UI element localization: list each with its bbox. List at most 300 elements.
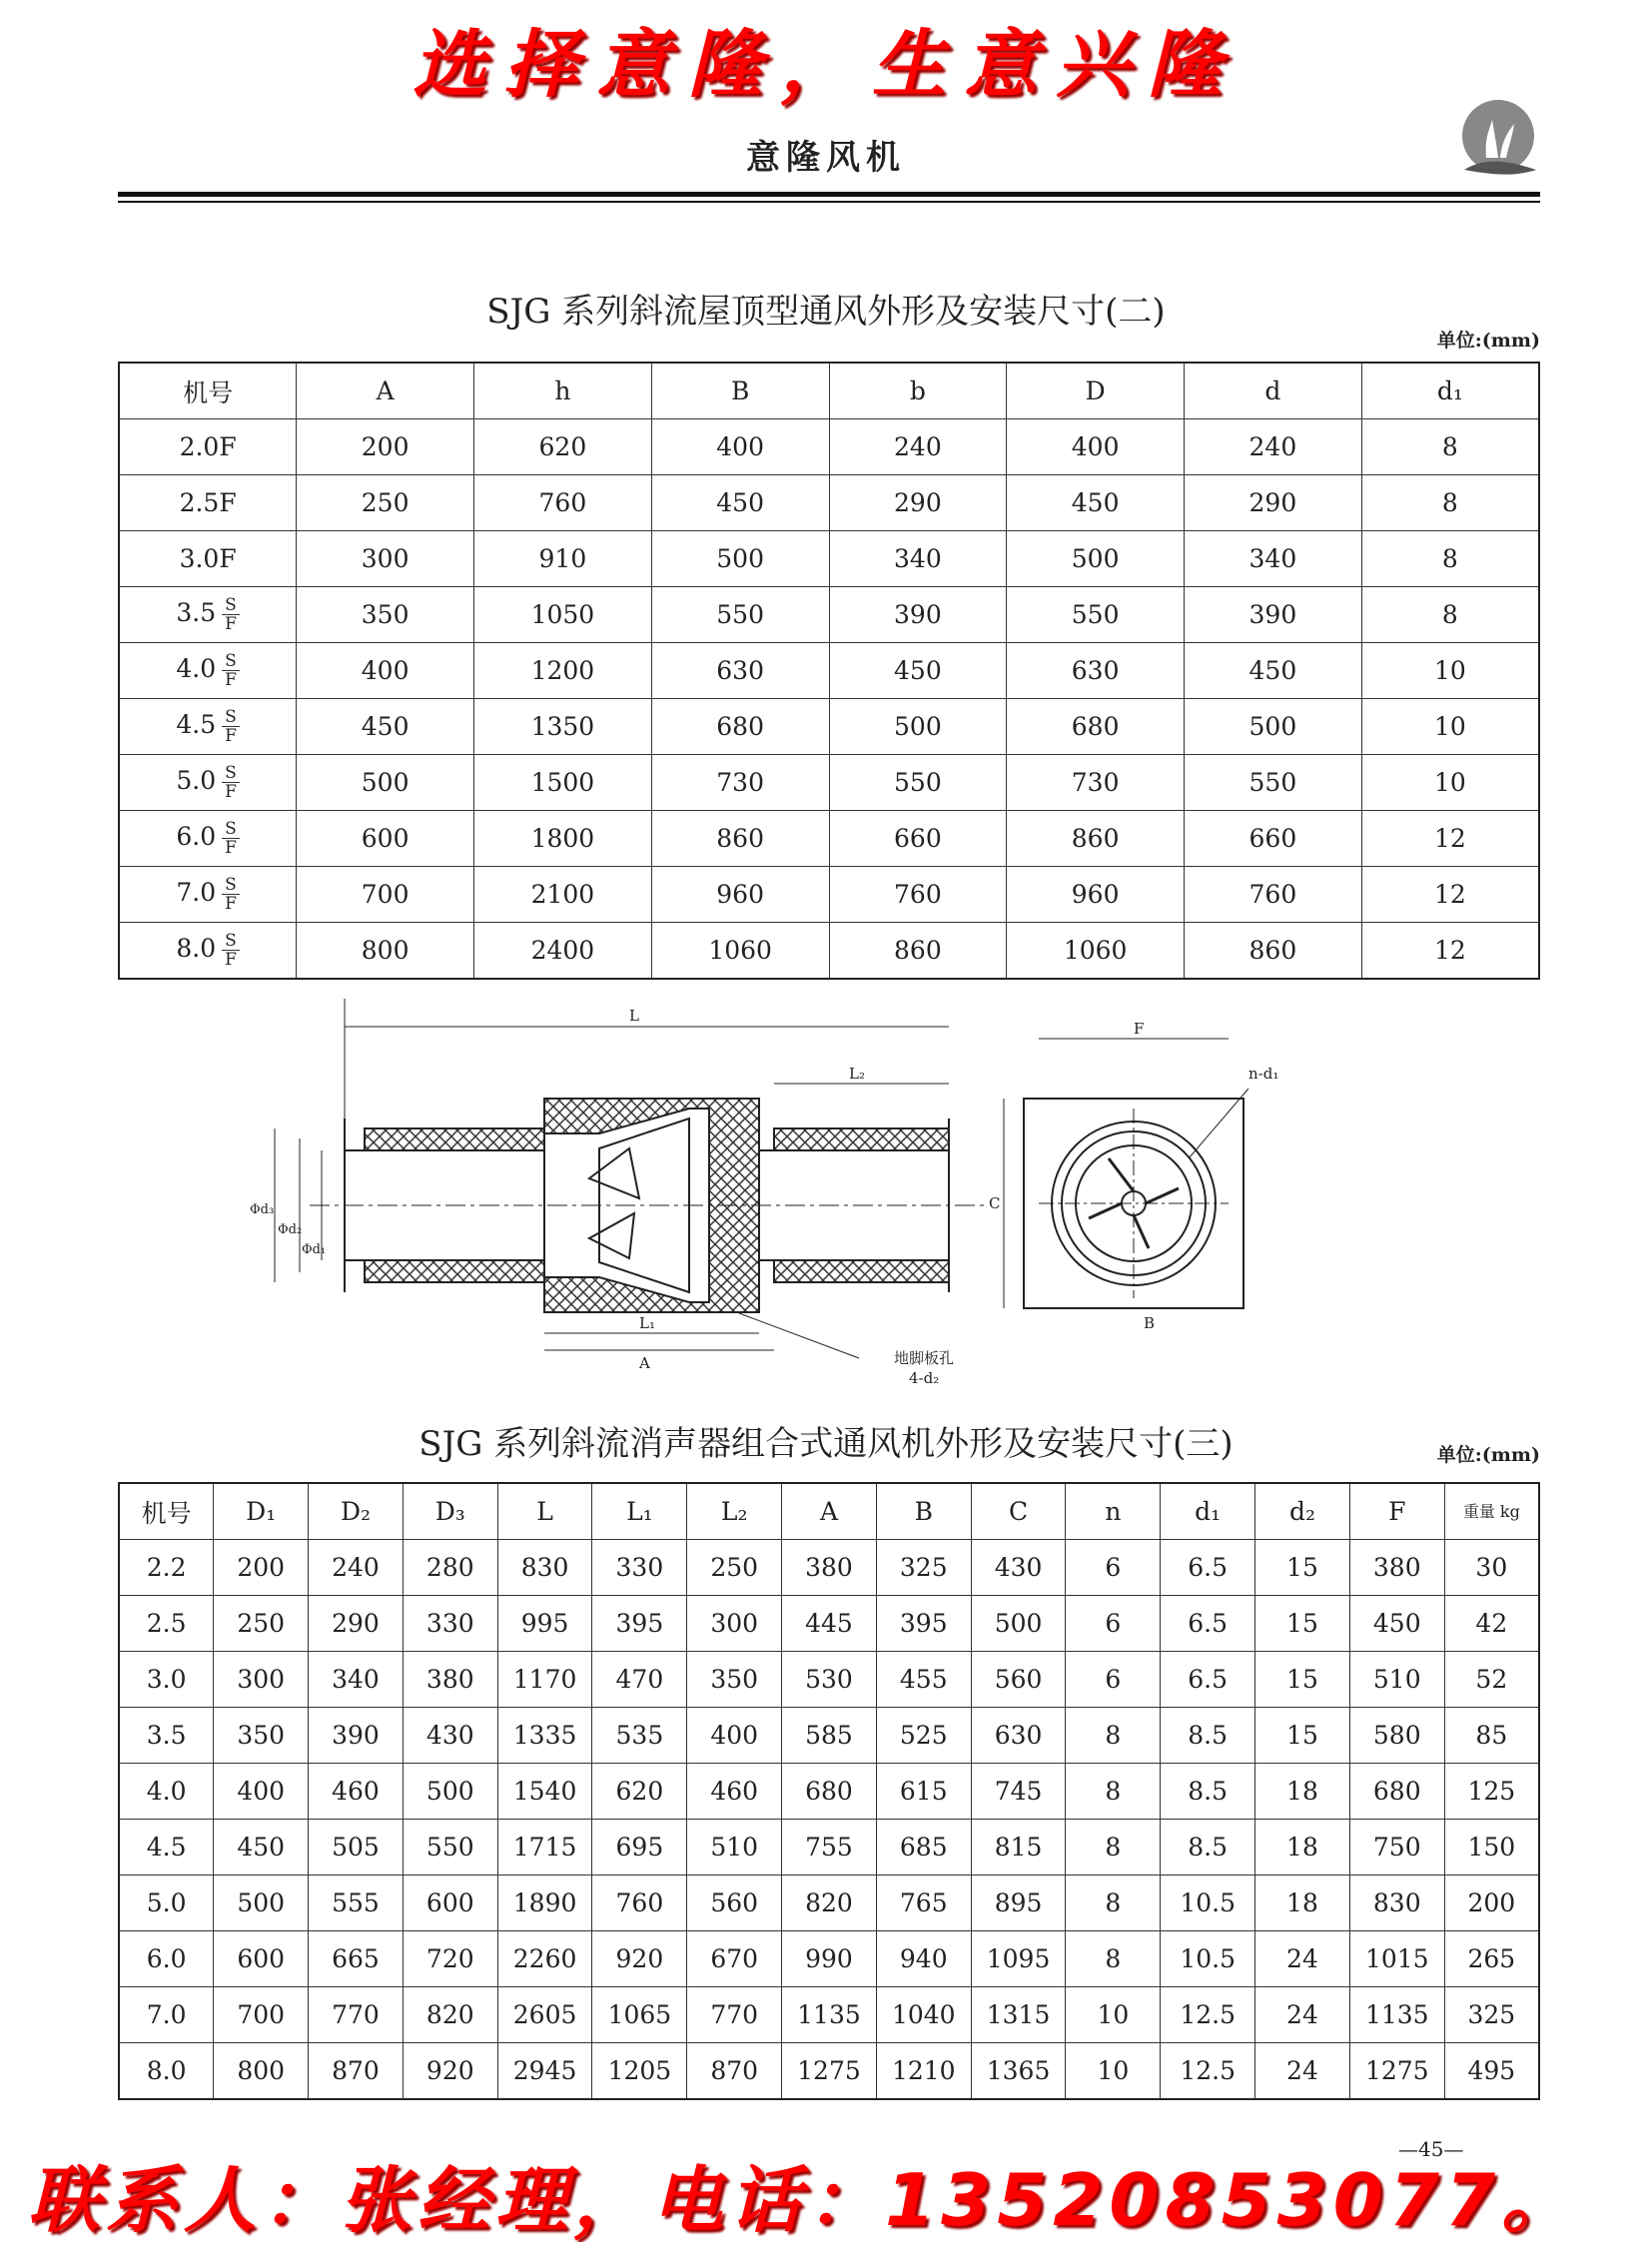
table-cell: 995: [497, 1596, 592, 1652]
table-cell: 390: [309, 1708, 404, 1764]
table-cell: 12: [1361, 867, 1539, 923]
variant-bottom: F: [225, 670, 237, 690]
table-cell: 250: [297, 475, 474, 531]
table-cell: 2400: [474, 923, 652, 980]
header-rule-thin: [118, 201, 1540, 203]
variant-top: S: [222, 596, 240, 615]
table-row: [119, 1764, 1539, 1820]
table-cell: 990: [782, 1931, 877, 1987]
model-cell: [119, 755, 297, 811]
table-cell: 10: [1066, 2043, 1161, 2100]
table-cell: 125: [1444, 1764, 1539, 1820]
table-cell: 510: [687, 1820, 782, 1875]
model-variant-fraction: [222, 596, 240, 633]
table-cell: 670: [687, 1931, 782, 1987]
table-cell: 52: [1444, 1652, 1539, 1708]
table-cell: 42: [1444, 1596, 1539, 1652]
table-cell: 380: [1349, 1540, 1444, 1596]
table-cell: 6.5: [1161, 1540, 1255, 1596]
table-row: [119, 1931, 1539, 1987]
table-cell: 200: [1444, 1875, 1539, 1931]
variant-bottom: F: [225, 894, 237, 914]
table-cell: 500: [1007, 531, 1185, 587]
table-row: [119, 1652, 1539, 1708]
column-header: d₂: [1255, 1483, 1350, 1540]
column-header: L₁: [592, 1483, 687, 1540]
table1-title: SJG 系列斜流屋顶型通风外形及安装尺寸(二): [486, 292, 1166, 332]
table-cell: 12.5: [1161, 1987, 1255, 2043]
table-cell: 510: [1349, 1652, 1444, 1708]
bolt-hole-label: n-d₁: [1248, 1065, 1279, 1083]
model-number: 8.0: [176, 934, 217, 963]
dim-label-C: C: [989, 1194, 1001, 1212]
model-cell: [119, 867, 297, 923]
table-cell: 430: [971, 1540, 1066, 1596]
table-cell: 745: [971, 1764, 1066, 1820]
table-cell: 4.0: [119, 1764, 214, 1820]
table-cell: 500: [651, 531, 829, 587]
table-cell: 1715: [497, 1820, 592, 1875]
table-cell: 3.5: [119, 1708, 214, 1764]
table-cell: 585: [782, 1708, 877, 1764]
table-cell: 660: [1185, 811, 1362, 867]
table-cell: 960: [651, 867, 829, 923]
column-header: 机号: [119, 1483, 214, 1540]
model-number: 7.0: [176, 878, 217, 907]
dim-label-d1: Φd₁: [302, 1242, 327, 1257]
variant-top: S: [222, 708, 240, 727]
table-cell: 240: [1185, 419, 1362, 475]
table-cell: 380: [403, 1652, 497, 1708]
table-cell: 8.5: [1161, 1708, 1255, 1764]
model-number: 3.0F: [179, 544, 237, 573]
table-row: [119, 755, 1539, 811]
table-cell: 2260: [497, 1931, 592, 1987]
table-cell: 535: [592, 1708, 687, 1764]
table-cell: 2.2: [119, 1540, 214, 1596]
table-row: [119, 587, 1539, 643]
model-number: 4.5: [176, 710, 217, 739]
table-cell: 600: [214, 1931, 309, 1987]
table-cell: 450: [214, 1820, 309, 1875]
company-logo-icon: [1456, 98, 1540, 182]
table-cell: 300: [214, 1652, 309, 1708]
column-header: d: [1185, 363, 1362, 419]
table-cell: 1205: [592, 2043, 687, 2100]
table-cell: 1275: [1349, 2043, 1444, 2100]
table-cell: 10: [1361, 755, 1539, 811]
model-number: 4.0: [176, 654, 217, 683]
table-cell: 560: [687, 1875, 782, 1931]
page-number: —45—: [1398, 2137, 1464, 2161]
model-variant-fraction: [222, 876, 240, 913]
table-cell: 860: [651, 811, 829, 867]
table-cell: 1275: [782, 2043, 877, 2100]
column-header: D₁: [214, 1483, 309, 1540]
table-cell: 200: [214, 1540, 309, 1596]
table-cell: 18: [1255, 1820, 1350, 1875]
table-cell: 400: [651, 419, 829, 475]
column-header: L: [497, 1483, 592, 1540]
table-row: [119, 531, 1539, 587]
table-cell: 830: [1349, 1875, 1444, 1931]
table-cell: 265: [1444, 1931, 1539, 1987]
model-cell: [119, 811, 297, 867]
table-cell: 6: [1066, 1540, 1161, 1596]
dim-label-L2: L₂: [849, 1065, 865, 1083]
model-cell: [119, 419, 297, 475]
variant-bottom: F: [225, 726, 237, 746]
table-cell: 1135: [1349, 1987, 1444, 2043]
table-cell: 1890: [497, 1875, 592, 1931]
table-cell: 4.5: [119, 1820, 214, 1875]
table-cell: 700: [214, 1987, 309, 2043]
table-cell: 400: [297, 643, 474, 699]
table-cell: 495: [1444, 2043, 1539, 2100]
table-cell: 15: [1255, 1596, 1350, 1652]
model-variant-fraction: [222, 708, 240, 745]
model-variant-fraction: [222, 820, 240, 857]
table-cell: 2.5: [119, 1596, 214, 1652]
table-cell: 920: [403, 2043, 497, 2100]
table-cell: 325: [876, 1540, 971, 1596]
table-cell: 250: [214, 1596, 309, 1652]
table-cell: 24: [1255, 2043, 1350, 2100]
table-cell: 630: [971, 1708, 1066, 1764]
hole-label: 地脚板孔: [894, 1349, 955, 1367]
table-cell: 390: [1185, 587, 1362, 643]
table-cell: 1335: [497, 1708, 592, 1764]
dim-label-L1: L₁: [639, 1314, 655, 1332]
table-cell: 620: [474, 419, 652, 475]
table-cell: 500: [829, 699, 1007, 755]
table-cell: 6.5: [1161, 1596, 1255, 1652]
table-cell: 450: [1349, 1596, 1444, 1652]
table-cell: 680: [782, 1764, 877, 1820]
model-variant-fraction: [222, 932, 240, 969]
table-cell: 1540: [497, 1764, 592, 1820]
table-row: [119, 1708, 1539, 1764]
model-number: 2.0F: [179, 432, 237, 461]
table-cell: 500: [297, 755, 474, 811]
table-cell: 300: [687, 1596, 782, 1652]
roof-fan-dimension-table: [118, 362, 1540, 980]
table-cell: 400: [214, 1764, 309, 1820]
table-row: [119, 1596, 1539, 1652]
table-cell: 580: [1349, 1708, 1444, 1764]
table-cell: 870: [309, 2043, 404, 2100]
dim-label-L: L: [629, 1007, 639, 1025]
table-cell: 8: [1066, 1820, 1161, 1875]
table-cell: 1095: [971, 1931, 1066, 1987]
table-cell: 450: [297, 699, 474, 755]
table-cell: 770: [687, 1987, 782, 2043]
table-cell: 395: [592, 1596, 687, 1652]
table-row: [119, 1875, 1539, 1931]
table-cell: 630: [1007, 643, 1185, 699]
model-number: 6.0: [176, 822, 217, 851]
table-cell: 340: [829, 531, 1007, 587]
table-cell: 430: [403, 1708, 497, 1764]
table-cell: 550: [651, 587, 829, 643]
table-cell: 500: [971, 1596, 1066, 1652]
column-header: B: [876, 1483, 971, 1540]
column-header: A: [782, 1483, 877, 1540]
variant-top: S: [222, 652, 240, 671]
table-cell: 10.5: [1161, 1931, 1255, 1987]
table-cell: 280: [403, 1540, 497, 1596]
model-number: 5.0: [176, 766, 217, 795]
table-cell: 685: [876, 1820, 971, 1875]
column-header: C: [971, 1483, 1066, 1540]
table-cell: 450: [651, 475, 829, 531]
table-cell: 460: [309, 1764, 404, 1820]
table-cell: 830: [497, 1540, 592, 1596]
table-row: [119, 643, 1539, 699]
fan-silencer-diagram: [230, 999, 1378, 1398]
table-cell: 720: [403, 1931, 497, 1987]
table-cell: 820: [403, 1987, 497, 2043]
header-rule: [118, 192, 1540, 197]
table-cell: 8: [1361, 475, 1539, 531]
table-cell: 750: [1349, 1820, 1444, 1875]
model-number: 2.5F: [179, 488, 237, 517]
column-header: 机号: [119, 363, 297, 419]
variant-top: S: [222, 764, 240, 783]
table-cell: 1050: [474, 587, 652, 643]
variant-bottom: F: [225, 838, 237, 858]
table-cell: 10: [1361, 699, 1539, 755]
table-cell: 445: [782, 1596, 877, 1652]
table-cell: 200: [297, 419, 474, 475]
table-cell: 290: [309, 1596, 404, 1652]
table-cell: 8.5: [1161, 1764, 1255, 1820]
table-cell: 680: [651, 699, 829, 755]
table-cell: 3.0: [119, 1652, 214, 1708]
table-cell: 10: [1066, 1987, 1161, 2043]
table-cell: 5.0: [119, 1875, 214, 1931]
table-row: [119, 923, 1539, 980]
silencer-fan-dimension-table: [118, 1482, 1540, 2100]
table-cell: 550: [829, 755, 1007, 811]
table-row: [119, 1820, 1539, 1875]
table-cell: 1365: [971, 2043, 1066, 2100]
table-cell: 730: [651, 755, 829, 811]
variant-bottom: F: [225, 782, 237, 802]
table-cell: 600: [297, 811, 474, 867]
table-cell: 290: [829, 475, 1007, 531]
hole-count-label: 4-d₂: [909, 1369, 940, 1387]
table-cell: 455: [876, 1652, 971, 1708]
table-cell: 660: [829, 811, 1007, 867]
table-cell: 8: [1361, 419, 1539, 475]
table-cell: 1060: [1007, 923, 1185, 980]
variant-top: S: [222, 876, 240, 895]
table-cell: 765: [876, 1875, 971, 1931]
table-row: [119, 1987, 1539, 2043]
model-number: 3.5: [176, 598, 217, 627]
table-cell: 860: [1185, 923, 1362, 980]
table-cell: 615: [876, 1764, 971, 1820]
table-cell: 6.5: [1161, 1652, 1255, 1708]
column-header: n: [1066, 1483, 1161, 1540]
column-header: h: [474, 363, 652, 419]
table-cell: 550: [403, 1820, 497, 1875]
table-cell: 760: [829, 867, 1007, 923]
table-cell: 8: [1066, 1708, 1161, 1764]
table-cell: 470: [592, 1652, 687, 1708]
table-cell: 250: [687, 1540, 782, 1596]
table-cell: 8.0: [119, 2043, 214, 2100]
table-cell: 700: [297, 867, 474, 923]
table-cell: 1350: [474, 699, 652, 755]
table-cell: 870: [687, 2043, 782, 2100]
variant-top: S: [222, 932, 240, 951]
table-cell: 1040: [876, 1987, 971, 2043]
table-cell: 450: [1185, 643, 1362, 699]
brand-title: 意隆风机: [746, 138, 906, 178]
table-cell: 10: [1361, 643, 1539, 699]
column-header: F: [1349, 1483, 1444, 1540]
column-header: A: [297, 363, 474, 419]
table-cell: 620: [592, 1764, 687, 1820]
table-cell: 6: [1066, 1596, 1161, 1652]
table-cell: 920: [592, 1931, 687, 1987]
table-cell: 815: [971, 1820, 1066, 1875]
table-cell: 695: [592, 1820, 687, 1875]
table-cell: 940: [876, 1931, 971, 1987]
table-cell: 530: [782, 1652, 877, 1708]
table-cell: 1800: [474, 811, 652, 867]
model-cell: [119, 587, 297, 643]
table-cell: 1015: [1349, 1931, 1444, 1987]
table-cell: 665: [309, 1931, 404, 1987]
table-cell: 290: [1185, 475, 1362, 531]
table-cell: 505: [309, 1820, 404, 1875]
table-row: [119, 475, 1539, 531]
table-cell: 820: [782, 1875, 877, 1931]
model-cell: [119, 531, 297, 587]
table-row: [119, 699, 1539, 755]
table-cell: 240: [309, 1540, 404, 1596]
column-header: D₂: [309, 1483, 404, 1540]
table-cell: 380: [782, 1540, 877, 1596]
table-cell: 760: [592, 1875, 687, 1931]
model-cell: [119, 475, 297, 531]
dim-label-d3: Φd₃: [250, 1202, 275, 1217]
table-cell: 6: [1066, 1652, 1161, 1708]
model-variant-fraction: [222, 764, 240, 801]
table-cell: 6.0: [119, 1931, 214, 1987]
table-cell: 1500: [474, 755, 652, 811]
table-cell: 460: [687, 1764, 782, 1820]
table-cell: 8: [1066, 1931, 1161, 1987]
variant-top: S: [222, 820, 240, 839]
column-header: b: [829, 363, 1007, 419]
table-cell: 24: [1255, 1987, 1350, 2043]
table-cell: 12.5: [1161, 2043, 1255, 2100]
table-cell: 1315: [971, 1987, 1066, 2043]
table-cell: 2945: [497, 2043, 592, 2100]
column-header: d₁: [1161, 1483, 1255, 1540]
table-cell: 8.5: [1161, 1820, 1255, 1875]
table-row: [119, 1540, 1539, 1596]
table-cell: 860: [829, 923, 1007, 980]
table-cell: 7.0: [119, 1987, 214, 2043]
table-cell: 330: [592, 1540, 687, 1596]
table-cell: 895: [971, 1875, 1066, 1931]
model-cell: [119, 699, 297, 755]
table-cell: 500: [403, 1764, 497, 1820]
table-cell: 330: [403, 1596, 497, 1652]
table-cell: 450: [1007, 475, 1185, 531]
table-row: [119, 419, 1539, 475]
column-header: D: [1007, 363, 1185, 419]
table-cell: 400: [1007, 419, 1185, 475]
table-cell: 10.5: [1161, 1875, 1255, 1931]
table-cell: 550: [1007, 587, 1185, 643]
table-cell: 350: [214, 1708, 309, 1764]
variant-bottom: F: [225, 950, 237, 970]
table-cell: 8: [1361, 587, 1539, 643]
table2-unit: 单位:(mm): [1436, 1444, 1540, 1466]
dim-label-d2: Φd₂: [278, 1222, 303, 1237]
column-header: L₂: [687, 1483, 782, 1540]
table-cell: 300: [297, 531, 474, 587]
table-cell: 18: [1255, 1875, 1350, 1931]
table-cell: 18: [1255, 1764, 1350, 1820]
table-cell: 730: [1007, 755, 1185, 811]
table-cell: 770: [309, 1987, 404, 2043]
slogan-banner: 选择意隆，生意兴隆: [413, 22, 1239, 108]
table-row: [119, 811, 1539, 867]
table-cell: 1210: [876, 2043, 971, 2100]
table-cell: 340: [309, 1652, 404, 1708]
table-cell: 390: [829, 587, 1007, 643]
table-cell: 340: [1185, 531, 1362, 587]
table-cell: 1200: [474, 643, 652, 699]
table-cell: 325: [1444, 1987, 1539, 2043]
table-row: [119, 867, 1539, 923]
table-cell: 500: [214, 1875, 309, 1931]
table-row: [119, 2043, 1539, 2100]
table-cell: 2605: [497, 1987, 592, 2043]
variant-bottom: F: [225, 614, 237, 634]
table-cell: 1060: [651, 923, 829, 980]
model-cell: [119, 643, 297, 699]
table-cell: 960: [1007, 867, 1185, 923]
contact-banner: 联系人：张经理，电话：13520853077。: [28, 2158, 1580, 2242]
model-cell: [119, 923, 297, 980]
table-cell: 600: [403, 1875, 497, 1931]
table-cell: 500: [1185, 699, 1362, 755]
table-cell: 755: [782, 1820, 877, 1875]
table-cell: 400: [687, 1708, 782, 1764]
table-cell: 1170: [497, 1652, 592, 1708]
dim-label-F: F: [1134, 1020, 1145, 1038]
table-cell: 8: [1361, 531, 1539, 587]
table-cell: 760: [474, 475, 652, 531]
table-cell: 760: [1185, 867, 1362, 923]
table-cell: 12: [1361, 811, 1539, 867]
model-variant-fraction: [222, 652, 240, 689]
table-cell: 560: [971, 1652, 1066, 1708]
table-cell: 450: [829, 643, 1007, 699]
table-cell: 680: [1007, 699, 1185, 755]
table-cell: 550: [1185, 755, 1362, 811]
table-cell: 15: [1255, 1708, 1350, 1764]
table-cell: 910: [474, 531, 652, 587]
